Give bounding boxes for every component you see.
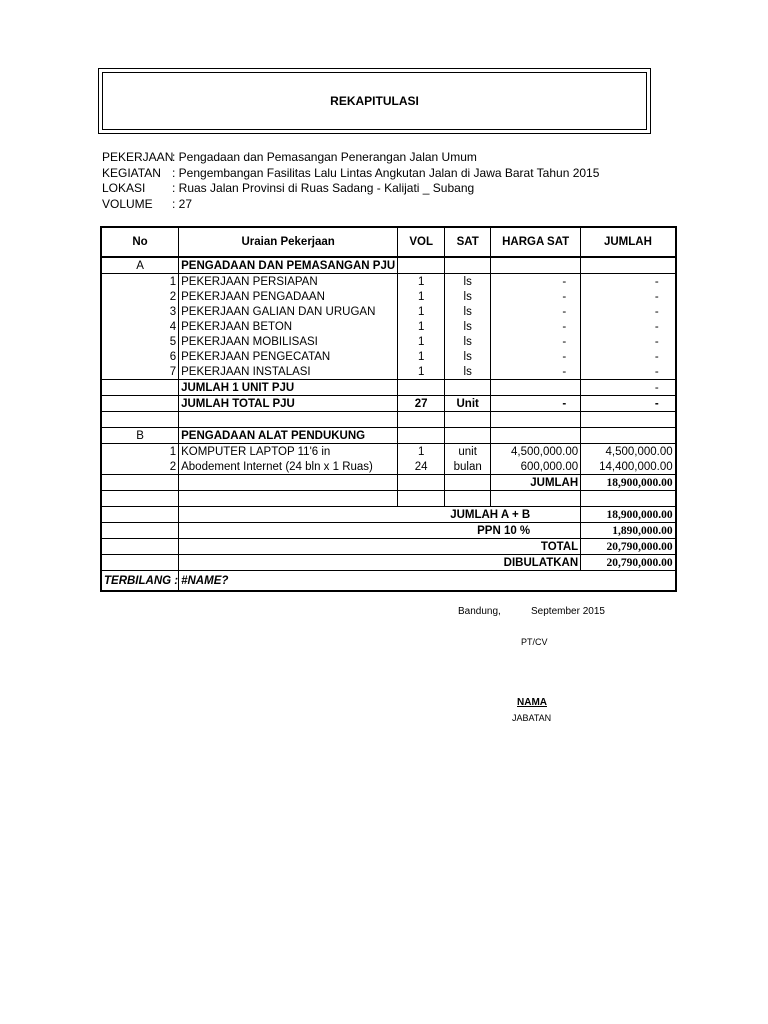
row-jumlah: - bbox=[581, 319, 676, 334]
jumlah-b-value: 18,900,000.00 bbox=[581, 475, 676, 491]
table-header-row bbox=[101, 227, 676, 257]
info-value: : Pengadaan dan Pemasangan Penerangan Jalan Umum bbox=[172, 150, 477, 164]
header-sat: SAT bbox=[445, 227, 491, 257]
document-title: REKAPITULASI bbox=[330, 94, 419, 108]
header-uraian: Uraian Pekerjaan bbox=[179, 227, 398, 257]
row-jumlah: 14,400,000.00 bbox=[581, 459, 676, 475]
jumlah-total-jumlah: - bbox=[581, 396, 676, 412]
items-a bbox=[101, 274, 676, 380]
jumlah-total-sat: Unit bbox=[445, 396, 491, 412]
total-label: PPN 10 % bbox=[179, 523, 581, 539]
info-key: KEGIATAN bbox=[102, 166, 161, 180]
total-value: 18,900,000.00 bbox=[581, 507, 676, 523]
info-key: LOKASI bbox=[102, 181, 146, 195]
row-harga: - bbox=[491, 349, 581, 364]
table-row bbox=[101, 289, 676, 304]
total-label: TOTAL bbox=[179, 539, 581, 555]
row-vol: 1 bbox=[398, 319, 445, 334]
row-uraian: PEKERJAAN PERSIAPAN bbox=[179, 274, 398, 290]
section-b-row bbox=[101, 428, 676, 444]
title-box bbox=[98, 68, 651, 134]
signature-date: September 2015 bbox=[531, 606, 605, 617]
signature-company: PT/CV bbox=[521, 637, 548, 647]
table-row bbox=[101, 349, 676, 364]
section-a-row bbox=[101, 257, 676, 274]
total-row bbox=[101, 507, 676, 523]
info-value: : 27 bbox=[172, 197, 193, 211]
signature-position: JABATAN bbox=[512, 713, 552, 723]
table-row bbox=[101, 304, 676, 319]
terbilang-row bbox=[101, 571, 676, 592]
row-no: 2 bbox=[101, 289, 179, 304]
row-sat: ls bbox=[445, 319, 491, 334]
row-jumlah: 4,500,000.00 bbox=[581, 444, 676, 460]
info-value: : Ruas Jalan Provinsi di Ruas Sadang - Kalijati _ Subang bbox=[172, 181, 475, 195]
row-harga: - bbox=[491, 304, 581, 319]
jumlah-total-label: JUMLAH TOTAL PJU bbox=[179, 396, 398, 412]
row-vol: 24 bbox=[398, 459, 445, 475]
header-no: No bbox=[101, 227, 179, 257]
row-jumlah: - bbox=[581, 349, 676, 364]
jumlah-b-row bbox=[101, 475, 676, 491]
row-uraian: PEKERJAAN MOBILISASI bbox=[179, 334, 398, 349]
row-no: 5 bbox=[101, 334, 179, 349]
row-no: 2 bbox=[101, 459, 179, 475]
row-jumlah: - bbox=[581, 274, 676, 290]
row-uraian: PEKERJAAN PENGADAAN bbox=[179, 289, 398, 304]
row-no: 3 bbox=[101, 304, 179, 319]
row-jumlah: - bbox=[581, 304, 676, 319]
row-harga: 600,000.00 bbox=[491, 459, 581, 475]
info-key: PEKERJAAN bbox=[102, 150, 174, 164]
row-sat: ls bbox=[445, 289, 491, 304]
row-no: 6 bbox=[101, 349, 179, 364]
jumlah-total-harga: - bbox=[491, 396, 581, 412]
row-vol: 1 bbox=[398, 334, 445, 349]
row-harga: 4,500,000.00 bbox=[491, 444, 581, 460]
row-sat: ls bbox=[445, 304, 491, 319]
jumlah-b-label: JUMLAH bbox=[491, 475, 581, 491]
total-label: JUMLAH A + B bbox=[179, 507, 581, 523]
section-b-title: PENGADAAN ALAT PENDUKUNG bbox=[179, 428, 398, 444]
row-uraian: KOMPUTER LAPTOP 11'6 in bbox=[179, 444, 398, 460]
row-uraian: PEKERJAAN INSTALASI bbox=[179, 364, 398, 380]
row-uraian: PEKERJAAN BETON bbox=[179, 319, 398, 334]
row-uraian: PEKERJAAN GALIAN DAN URUGAN bbox=[179, 304, 398, 319]
rekap-table bbox=[100, 226, 677, 592]
table-row bbox=[101, 459, 676, 475]
row-sat: ls bbox=[445, 349, 491, 364]
row-jumlah: - bbox=[581, 289, 676, 304]
row-harga: - bbox=[491, 289, 581, 304]
total-row bbox=[101, 523, 676, 539]
header-harga: HARGA SAT bbox=[491, 227, 581, 257]
total-row bbox=[101, 555, 676, 571]
row-vol: 1 bbox=[398, 289, 445, 304]
row-no: 4 bbox=[101, 319, 179, 334]
jumlah-1-unit-row bbox=[101, 380, 676, 396]
row-jumlah: - bbox=[581, 334, 676, 349]
section-a-title: PENGADAAN DAN PEMASANGAN PJU bbox=[179, 257, 398, 274]
terbilang-value: #NAME? bbox=[179, 571, 676, 592]
row-sat: ls bbox=[445, 274, 491, 290]
table-row bbox=[101, 364, 676, 380]
total-value: 1,890,000.00 bbox=[581, 523, 676, 539]
table-row bbox=[101, 274, 676, 290]
empty-row bbox=[101, 412, 676, 428]
row-vol: 1 bbox=[398, 274, 445, 290]
row-jumlah: - bbox=[581, 364, 676, 380]
row-no: 7 bbox=[101, 364, 179, 380]
jumlah-1-unit-value: - bbox=[581, 380, 676, 396]
row-harga: - bbox=[491, 319, 581, 334]
info-key: VOLUME bbox=[102, 197, 153, 211]
table-row bbox=[101, 444, 676, 460]
section-a-label: A bbox=[101, 257, 179, 274]
row-no: 1 bbox=[101, 274, 179, 290]
row-vol: 1 bbox=[398, 349, 445, 364]
row-sat: bulan bbox=[445, 459, 491, 475]
signature-name: NAMA bbox=[517, 697, 547, 708]
empty-row bbox=[101, 491, 676, 507]
row-sat: ls bbox=[445, 334, 491, 349]
header-vol: VOL bbox=[398, 227, 445, 257]
row-vol: 1 bbox=[398, 364, 445, 380]
row-no: 1 bbox=[101, 444, 179, 460]
total-label: DIBULATKAN bbox=[179, 555, 581, 571]
total-row bbox=[101, 539, 676, 555]
table-row bbox=[101, 334, 676, 349]
section-b-label: B bbox=[101, 428, 179, 444]
jumlah-total-vol: 27 bbox=[398, 396, 445, 412]
row-sat: unit bbox=[445, 444, 491, 460]
info-value: : Pengembangan Fasilitas Lalu Lintas Angkutan Jalan di Jawa Barat Tahun 2015 bbox=[172, 166, 600, 180]
total-value: 20,790,000.00 bbox=[581, 555, 676, 571]
header-jumlah: JUMLAH bbox=[581, 227, 676, 257]
row-harga: - bbox=[491, 364, 581, 380]
terbilang-label: TERBILANG : bbox=[101, 571, 179, 592]
row-harga: - bbox=[491, 274, 581, 290]
signature-city: Bandung, bbox=[458, 606, 501, 617]
row-sat: ls bbox=[445, 364, 491, 380]
row-uraian: PEKERJAAN PENGECATAN bbox=[179, 349, 398, 364]
row-harga: - bbox=[491, 334, 581, 349]
row-vol: 1 bbox=[398, 444, 445, 460]
jumlah-1-unit-label: JUMLAH 1 UNIT PJU bbox=[179, 380, 398, 396]
row-uraian: Abodement Internet (24 bln x 1 Ruas) bbox=[179, 459, 398, 475]
row-vol: 1 bbox=[398, 304, 445, 319]
table-row bbox=[101, 319, 676, 334]
total-value: 20,790,000.00 bbox=[581, 539, 676, 555]
jumlah-total-row bbox=[101, 396, 676, 412]
